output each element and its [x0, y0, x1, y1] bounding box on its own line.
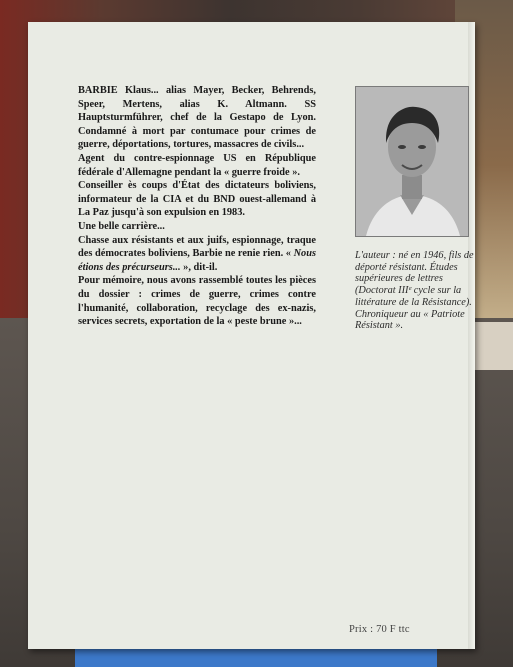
book-page-edge — [468, 22, 475, 649]
blurb-p5-end: », dit-il. — [180, 261, 218, 273]
blurb-paragraph-4: Une belle carrière... — [78, 220, 165, 232]
blurb-paragraph-3: Conseiller ès coups d'État des dictateurs boliviens, informateur de la CIA et du BND ouest-allemand à La Paz jusqu'à son expulsion en 1983. — [78, 180, 316, 219]
blurb-paragraph-6: Pour mémoire, nous avons rassemblé toutes les pièces du dossier : crimes de guerre, crimes contre l'humanité, collaboration, recyclage des ex-nazis, services secrets, exportation de la « peste brune »... — [78, 275, 316, 328]
blurb-p5-start: Chasse aux résistants et aux juifs, espionnage, traque des démocrates boliviens, Barbie ne renie rien. « — [78, 234, 316, 260]
blurb-quote: Nous étions des précurseurs... — [78, 248, 316, 273]
back-cover-blurb — [78, 84, 316, 329]
blurb-paragraph-5 — [78, 234, 316, 275]
blurb-paragraph-2: Agent du contre-espionnage US en République fédérale d'Allemagne pendant la « guerre froide ». — [78, 152, 316, 178]
price-label: Prix : 70 F ttc — [349, 624, 410, 635]
author-portrait-illustration — [356, 87, 468, 236]
author-photo — [355, 86, 469, 237]
blurb-paragraph-1: BARBIE Klaus... alias Mayer, Becker, Behrends, Speer, Mertens, alias K. Altmann. SS Hauptsturmführer, chef de la Gestapo de Lyon. Condamné à mort par contumace pour crimes de guerre, déportations, tortures, massacres de civils... — [78, 85, 316, 151]
book-back-cover — [28, 22, 475, 649]
author-bio: L'auteur : né en 1946, fils de déporté résistant. Études supérieures de lettres (Doctorat IIIᵉ cycle sur la littérature de la Résistance). Chroniqueur au « Patriote Résistant ». — [355, 250, 474, 332]
